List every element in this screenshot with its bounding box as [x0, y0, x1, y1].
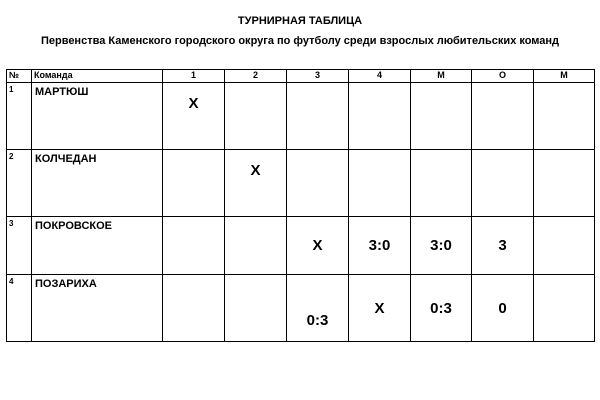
table-row: [7, 83, 595, 150]
score-cell: [411, 83, 472, 150]
score-cell: [163, 275, 225, 342]
table-row: [7, 275, 595, 342]
score-cell: [534, 217, 595, 275]
header-col-1: 1: [163, 70, 225, 83]
score-cell: 0: [472, 275, 534, 342]
score-cell: 3:0: [349, 217, 411, 275]
score-cell: [349, 150, 411, 217]
team-name: КОЛЧЕДАН: [32, 150, 163, 217]
team-name: ПОЗАРИХА: [32, 275, 163, 342]
table-row: [7, 217, 595, 275]
score-cell: [163, 217, 225, 275]
header-team: Команда: [32, 70, 163, 83]
score-cell: X: [349, 275, 411, 342]
team-name: ПОКРОВСКОЕ: [32, 217, 163, 275]
score-cell: [534, 150, 595, 217]
score-cell: X: [287, 217, 349, 275]
score-cell: [163, 150, 225, 217]
table-title: ТУРНИРНАЯ ТАБЛИЦА: [237, 15, 363, 27]
score-cell: [411, 150, 472, 217]
header-matches: М: [411, 70, 472, 83]
score-cell: [287, 83, 349, 150]
score-cell: 3:0: [411, 217, 472, 275]
header-number: №: [7, 70, 32, 83]
row-number: 1: [7, 83, 32, 150]
row-number: 2: [7, 150, 32, 217]
table-subtitle: Первенства Каменского городского округа по футболу среди взрослых любительских команд: [40, 35, 560, 47]
score-cell: 0:3: [287, 275, 349, 342]
table-row: [7, 150, 595, 217]
team-name: МАРТЮШ: [32, 83, 163, 150]
header-col-3: 3: [287, 70, 349, 83]
header-col-4: 4: [349, 70, 411, 83]
score-cell: [225, 217, 287, 275]
row-number: 4: [7, 275, 32, 342]
score-cell: 0:3: [411, 275, 472, 342]
tournament-table: [6, 69, 595, 342]
row-number: 3: [7, 217, 32, 275]
score-cell: [534, 275, 595, 342]
score-cell: X: [163, 83, 225, 150]
score-cell: [287, 150, 349, 217]
score-cell: [472, 83, 534, 150]
header-col-2: 2: [225, 70, 287, 83]
score-cell: 3: [472, 217, 534, 275]
score-cell: [349, 83, 411, 150]
score-cell: [472, 150, 534, 217]
header-row: [7, 70, 595, 83]
score-cell: X: [225, 150, 287, 217]
score-cell: [225, 275, 287, 342]
header-points: О: [472, 70, 534, 83]
score-cell: [534, 83, 595, 150]
score-cell: [225, 83, 287, 150]
header-place: М: [534, 70, 595, 83]
